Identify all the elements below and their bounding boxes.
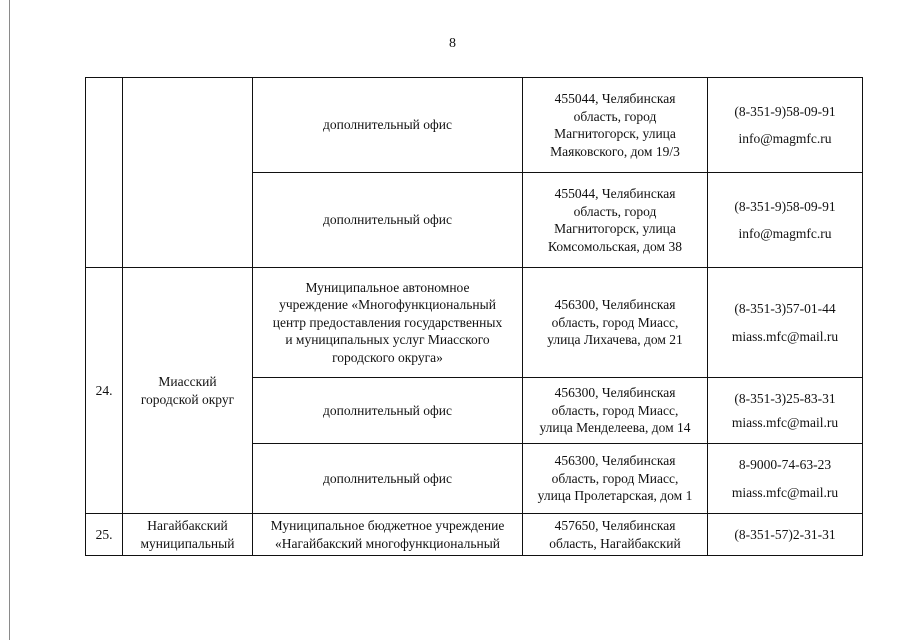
- institution-text: «Нагайбакский многофункциональный: [274, 535, 501, 551]
- phone-number: (8-351-9)58-09-91: [734, 103, 836, 119]
- institution-text: учреждение «Многофункциональный: [279, 297, 496, 313]
- district-name: Нагайбакский: [147, 518, 228, 533]
- row-number-cell: [86, 268, 123, 514]
- address-line: область, город: [573, 108, 657, 124]
- address-line: Маяковского, дом 19/3: [550, 143, 680, 159]
- address-cell: [523, 444, 708, 514]
- address-line: Комсомольская, дом 38: [548, 238, 682, 254]
- row-number-cell: [86, 514, 123, 556]
- address-cell: [523, 173, 708, 268]
- address-line: 456300, Челябинская: [554, 297, 676, 313]
- institution-cell: [253, 378, 523, 444]
- address-line: 456300, Челябинская: [554, 453, 676, 469]
- email-address: info@magmfc.ru: [738, 131, 832, 146]
- contact-cell: [708, 514, 863, 556]
- district-cell: [123, 78, 253, 268]
- table-row: [86, 514, 863, 556]
- phone-number: (8-351-3)25-83-31: [734, 391, 836, 406]
- district-name: муниципальный: [140, 535, 235, 551]
- phone-number: (8-351-9)58-09-91: [734, 198, 836, 214]
- district-name: Миасский: [158, 374, 217, 389]
- contact-cell: [708, 268, 863, 378]
- address-cell: [523, 268, 708, 378]
- row-number: 25.: [95, 526, 113, 542]
- contact-cell: [708, 78, 863, 173]
- institution-text: центр предоставления государственных: [272, 314, 503, 330]
- row-number-cell: [86, 78, 123, 268]
- institution-text: дополнительный офис: [323, 470, 452, 486]
- table-row: [86, 268, 863, 378]
- email-address: miass.mfc@mail.ru: [731, 328, 839, 344]
- address-line: область, город Миасс,: [551, 470, 679, 486]
- institution-text: дополнительный офис: [323, 117, 452, 133]
- institution-cell: [253, 173, 523, 268]
- page-edge-line: [9, 0, 10, 640]
- institution-text: дополнительный офис: [323, 212, 452, 228]
- institution-text: дополнительный офис: [323, 402, 452, 418]
- phone-number: (8-351-3)57-01-44: [734, 301, 836, 316]
- contact-cell: [708, 173, 863, 268]
- address-cell: [523, 378, 708, 444]
- contact-cell: [708, 444, 863, 514]
- address-cell: [523, 78, 708, 173]
- email-address: miass.mfc@mail.ru: [731, 484, 839, 500]
- institution-cell: [253, 514, 523, 556]
- address-line: Магнитогорск, улица: [554, 126, 676, 141]
- address-line: Магнитогорск, улица: [554, 221, 676, 236]
- address-line: 455044, Челябинская: [554, 91, 676, 106]
- email-address: miass.mfc@mail.ru: [731, 414, 839, 430]
- row-number: 24.: [95, 382, 113, 398]
- district-cell: [123, 514, 253, 556]
- address-line: область, город Миасс,: [551, 314, 679, 330]
- institution-text: Муниципальное автономное: [305, 279, 470, 295]
- address-line: 457650, Челябинская: [554, 518, 676, 533]
- institution-cell: [253, 268, 523, 378]
- address-line: область, город Миасс,: [551, 402, 679, 418]
- institution-text: и муниципальных услуг Миасского: [285, 332, 490, 348]
- address-line: 456300, Челябинская: [554, 385, 676, 401]
- institution-cell: [253, 444, 523, 514]
- phone-number: (8-351-57)2-31-31: [734, 526, 836, 542]
- address-line: область, город: [573, 203, 657, 219]
- institution-text: городского округа»: [332, 349, 443, 365]
- district-name: городской округ: [140, 391, 235, 407]
- address-line: 455044, Челябинская: [554, 186, 676, 201]
- table-row: [86, 78, 863, 173]
- mfc-contacts-table: [85, 77, 863, 556]
- institution-cell: [253, 78, 523, 173]
- address-line: улица Пролетарская, дом 1: [537, 488, 693, 504]
- page-number: 8: [449, 36, 456, 51]
- address-line: область, Нагайбакский: [549, 535, 681, 551]
- address-line: улица Менделеева, дом 14: [539, 420, 691, 436]
- contact-cell: [708, 378, 863, 444]
- address-cell: [523, 514, 708, 556]
- institution-text: Муниципальное бюджетное учреждение: [270, 518, 505, 533]
- phone-number: 8-9000-74-63-23: [738, 457, 832, 472]
- email-address: info@magmfc.ru: [738, 226, 832, 241]
- district-cell: [123, 268, 253, 514]
- address-line: улица Лихачева, дом 21: [547, 332, 683, 348]
